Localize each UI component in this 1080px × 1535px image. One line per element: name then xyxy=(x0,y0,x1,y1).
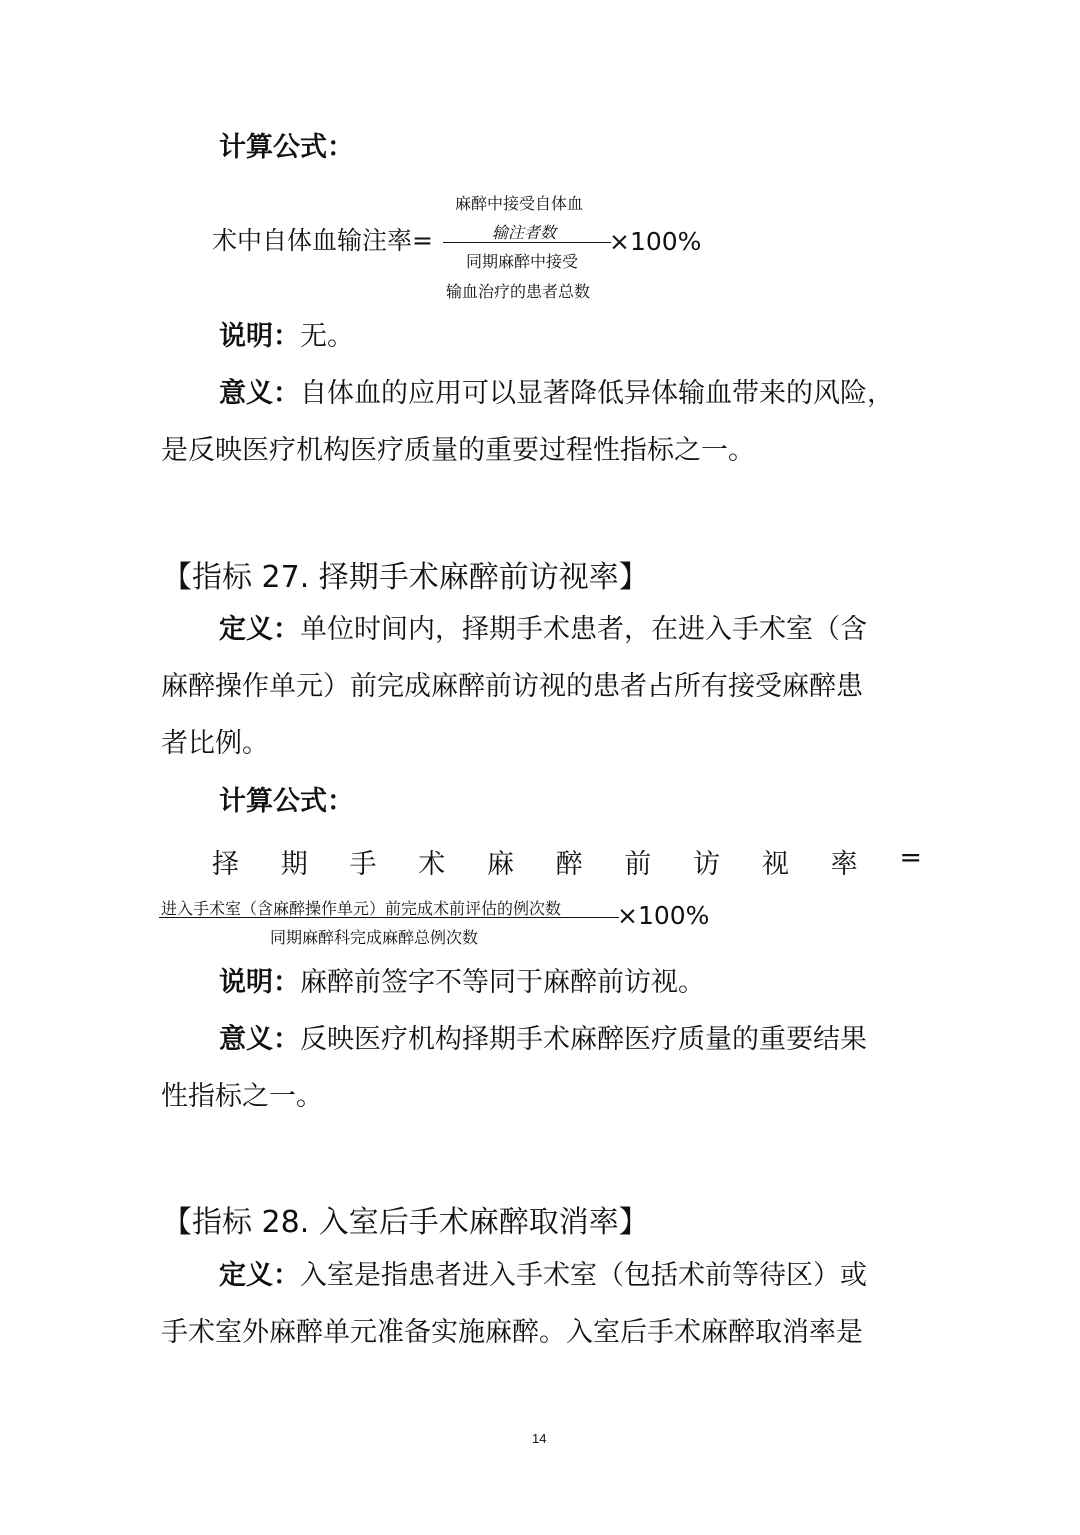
definition-line2: 手术室外麻醉单元准备实施麻醉。入室后手术麻醉取消率是 xyxy=(161,1317,863,1348)
definition-paragraph xyxy=(219,1262,867,1289)
formula-multiplier: ×100% xyxy=(617,901,710,930)
definition-label: 定义： xyxy=(219,614,300,645)
meaning-paragraph xyxy=(219,380,894,407)
lhs-char: 手 xyxy=(349,849,377,880)
formula-lhs: 术中自体血输注率= xyxy=(212,226,433,255)
definition-line3: 者比例。 xyxy=(161,728,269,759)
definition-line1: 入室是指患者进入手术室（包括术前等待区）或 xyxy=(300,1260,867,1291)
definition-label: 定义： xyxy=(219,1260,300,1291)
numerator-line1: 麻醉中接受自体血 xyxy=(455,194,584,213)
page-number: 14 xyxy=(532,1431,547,1446)
definition-line2: 麻醉操作单元）前完成麻醉前访视的患者占所有接受麻醉患 xyxy=(161,671,863,702)
indicator-27-heading: 【指标 27. 择期手术麻醉前访视率】 xyxy=(162,560,649,595)
lhs-char: 术 xyxy=(418,849,446,880)
meaning-label: 意义： xyxy=(219,378,300,409)
indicator-28-heading: 【指标 28. 入室后手术麻醉取消率】 xyxy=(162,1205,649,1240)
lhs-char: = xyxy=(899,842,922,873)
fraction-bar xyxy=(159,917,619,918)
note-label: 说明： xyxy=(219,321,300,352)
formula-lhs-spread xyxy=(212,842,922,881)
definition-line1: 单位时间内，择期手术患者，在进入手术室（含 xyxy=(300,614,867,645)
definition-paragraph xyxy=(219,616,867,643)
lhs-char: 访 xyxy=(693,849,721,880)
meaning-line2: 性指标之一。 xyxy=(161,1081,323,1112)
denominator-line1: 同期麻醉中接受 xyxy=(466,252,579,271)
lhs-char: 醉 xyxy=(555,849,583,880)
denominator: 同期麻醉科完成麻醉总例次数 xyxy=(270,928,479,947)
numerator-line2: 输注者数 xyxy=(492,223,557,242)
denominator-line2: 输血治疗的患者总数 xyxy=(446,282,591,301)
lhs-char: 视 xyxy=(761,849,789,880)
meaning-line1: 自体血的应用可以显著降低异体输血带来的风险， xyxy=(300,378,894,409)
numerator: 进入手术室（含麻醉操作单元）前完成术前评估的例次数 xyxy=(161,899,562,918)
lhs-char: 麻 xyxy=(486,849,514,880)
note-text: 麻醉前签字不等同于麻醉前访视。 xyxy=(300,967,705,998)
lhs-char: 择 xyxy=(212,849,239,880)
note-label: 说明： xyxy=(219,967,300,998)
lhs-char: 期 xyxy=(280,849,308,880)
note-text: 无。 xyxy=(300,321,354,352)
formula-multiplier: ×100% xyxy=(609,227,702,256)
note-paragraph xyxy=(219,969,705,996)
note-paragraph xyxy=(219,323,354,350)
meaning-label: 意义： xyxy=(219,1024,300,1055)
lhs-char: 前 xyxy=(624,849,652,880)
meaning-paragraph xyxy=(219,1026,867,1053)
fraction-bar xyxy=(443,242,611,243)
meaning-line1: 反映医疗机构择期手术麻醉医疗质量的重要结果 xyxy=(300,1024,867,1055)
formula-label: 计算公式： xyxy=(219,786,354,817)
meaning-line2: 是反映医疗机构医疗质量的重要过程性指标之一。 xyxy=(161,435,755,466)
lhs-char: 率 xyxy=(830,849,858,880)
formula-label: 计算公式： xyxy=(219,132,354,163)
